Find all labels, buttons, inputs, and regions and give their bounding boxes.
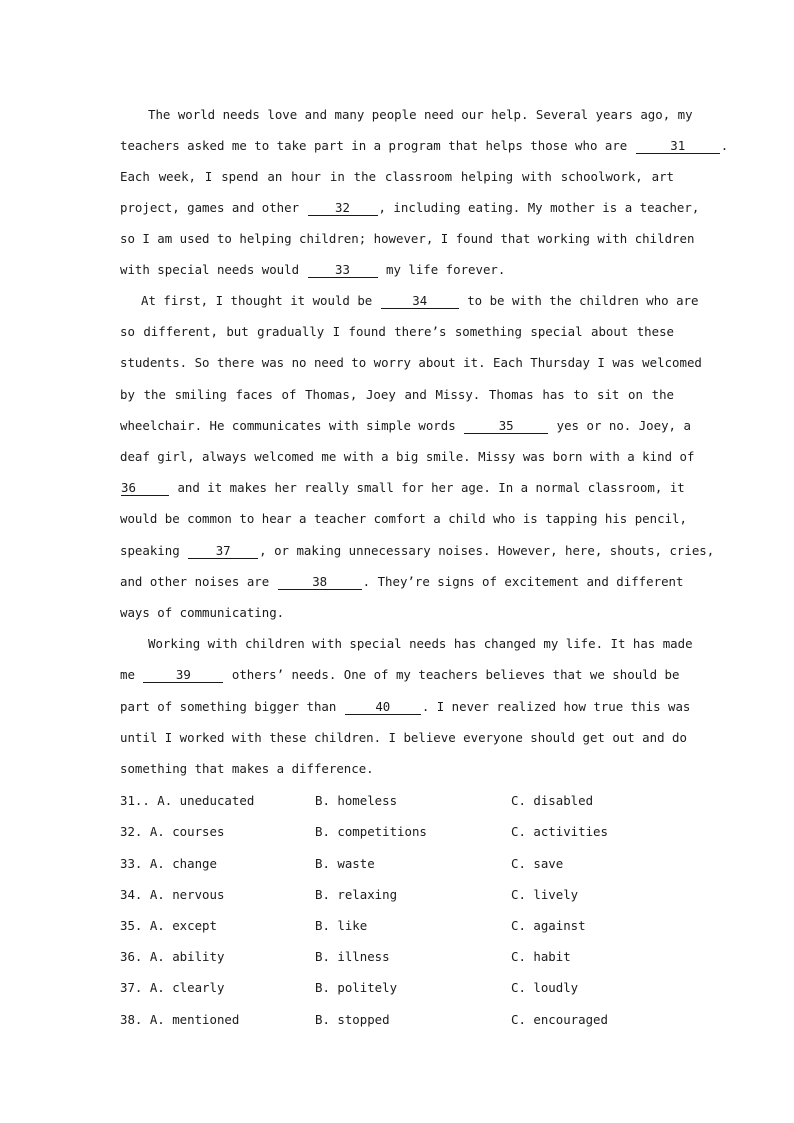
question-38-option-b: B. stopped [315, 1012, 390, 1027]
passage-line-12: deaf girl, always welcomed me with a big smile. Missy was born with a kind of [120, 449, 695, 464]
question-36-option-a: 36. A. ability [120, 949, 225, 964]
passage-text: speaking [120, 543, 180, 558]
question-34-option-b: B. relaxing [315, 887, 398, 902]
blank-33: 33 [308, 262, 378, 278]
passage-text: , including eating. My mother is a teacher, [378, 200, 700, 215]
question-32-option-c: C. activities [511, 824, 608, 839]
passage-line-14: would be common to hear a teacher comfort a child who is tapping his pencil, [120, 511, 687, 526]
question-38-option-a: 38. A. mentioned [120, 1012, 240, 1027]
question-31-option-a: 31.. A. uneducated [120, 793, 255, 808]
passage-line-8: so different, but gradually I found there’s something special about these [120, 324, 674, 339]
passage-line-21: until I worked with these children. I believe everyone should get out and do [120, 730, 687, 745]
passage-text: wheelchair. He communicates with simple words [120, 418, 456, 433]
passage-text: to be with the children who are [467, 293, 699, 308]
question-36-option-b: B. illness [315, 949, 390, 964]
passage-line-20 [120, 691, 691, 722]
passage-text: me [120, 667, 135, 682]
passage-text: and it makes her really small for her age. In a normal classroom, it [177, 480, 685, 495]
passage-text: others’ needs. One of my teachers believes that we should be [231, 667, 680, 682]
passage-line-6 [120, 254, 674, 285]
passage-line-22: something that makes a difference. [120, 761, 374, 776]
question-34-option-c: C. lively [511, 887, 579, 902]
passage-text: , or making unnecessary noises. However, here, shouts, cries, [259, 543, 715, 558]
question-31-option-c: C. disabled [511, 793, 594, 808]
question-32-option-a: 32. A. courses [120, 824, 225, 839]
question-35-option-b: B. like [315, 918, 368, 933]
passage-text: project, games and other [120, 200, 300, 215]
passage-text: . [720, 138, 729, 153]
question-33-option-c: C. save [511, 856, 564, 871]
passage-line-7 [141, 285, 699, 316]
blank-39: 39 [143, 667, 223, 683]
blank-37: 37 [188, 543, 258, 559]
passage-line-17: ways of communicating. [120, 605, 285, 620]
blank-36: 36 [121, 480, 169, 496]
passage-text: with special needs would [120, 262, 300, 277]
question-37-option-b: B. politely [315, 980, 398, 995]
question-37-option-c: C. loudly [511, 980, 579, 995]
question-38-option-c: C. encouraged [511, 1012, 608, 1027]
passage-text: and other noises are [120, 574, 270, 589]
question-36-option-c: C. habit [511, 949, 571, 964]
passage-line-16 [120, 566, 684, 597]
passage-line-18: Working with children with special needs has changed my life. It has made [148, 636, 693, 651]
blank-35: 35 [464, 418, 548, 434]
passage-text: . They’re signs of excitement and different [362, 574, 684, 589]
blank-31: 31 [636, 138, 720, 154]
question-32-option-b: B. competitions [315, 824, 427, 839]
question-33-option-b: B. waste [315, 856, 375, 871]
blank-40: 40 [345, 699, 421, 715]
question-33-option-a: 33. A. change [120, 856, 217, 871]
question-35-option-a: 35. A. except [120, 918, 217, 933]
blank-34: 34 [381, 293, 459, 309]
passage-text: At first, I thought it would be [141, 293, 373, 308]
passage-line-9: students. So there was no need to worry about it. Each Thursday I was welcomed [120, 355, 702, 370]
passage-text: yes or no. Joey, a [556, 418, 691, 433]
passage-text: . I never realized how true this was [421, 699, 691, 714]
passage-line-19 [120, 659, 680, 690]
question-34-option-a: 34. A. nervous [120, 887, 225, 902]
passage-line-13 [120, 472, 685, 503]
question-37-option-a: 37. A. clearly [120, 980, 225, 995]
passage-text: teachers asked me to take part in a program that helps those who are [120, 138, 628, 153]
blank-38: 38 [278, 574, 362, 590]
passage-line-1: The world needs love and many people need our help. Several years ago, my [148, 107, 693, 122]
blank-32: 32 [308, 200, 378, 216]
passage-line-11 [120, 410, 691, 441]
passage-line-5: so I am used to helping children; however, I found that working with children [120, 231, 695, 246]
passage-line-4 [120, 192, 700, 223]
question-35-option-c: C. against [511, 918, 586, 933]
question-31-option-b: B. homeless [315, 793, 398, 808]
passage-line-3: Each week, I spend an hour in the classroom helping with schoolwork, art [120, 169, 674, 184]
passage-line-2 [120, 130, 729, 161]
passage-line-15 [120, 535, 715, 566]
passage-text: my life forever. [385, 262, 506, 277]
passage-text: part of something bigger than [120, 699, 337, 714]
passage-line-10: by the smiling faces of Thomas, Joey and Missy. Thomas has to sit on the [120, 387, 674, 402]
